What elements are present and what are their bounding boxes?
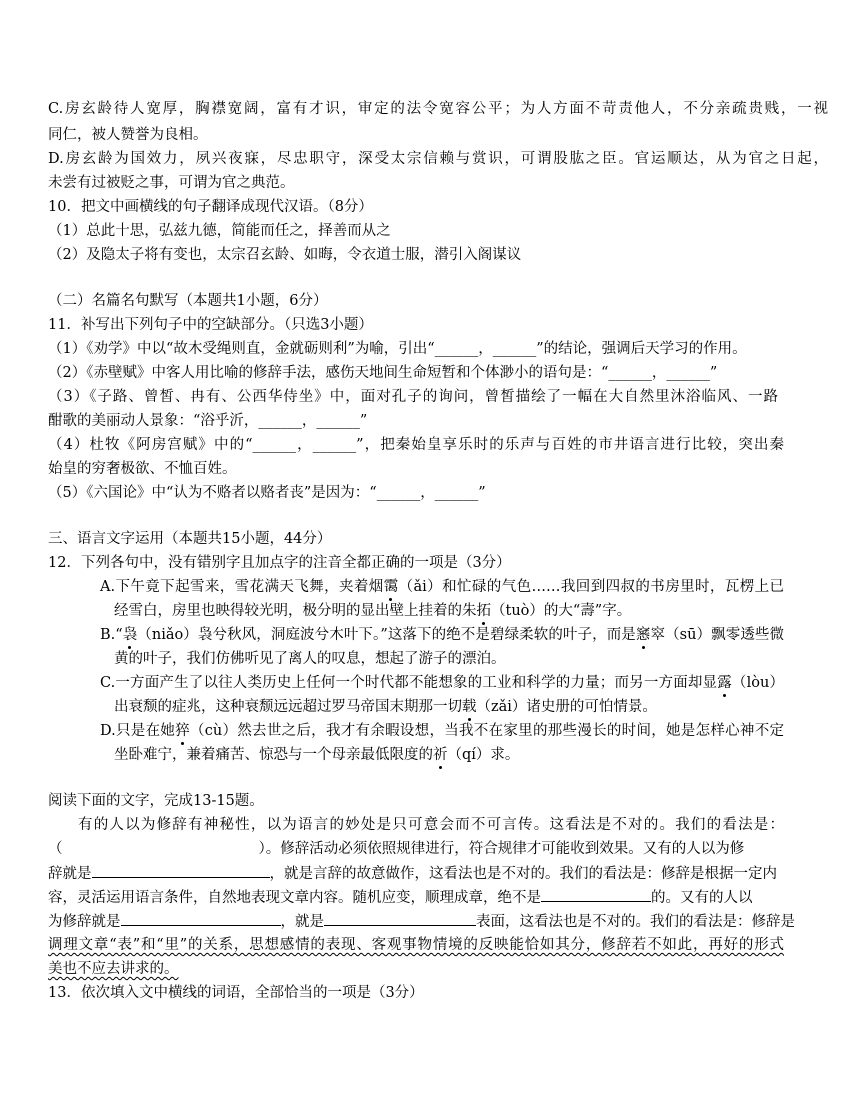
q12-option-c-line2: 出衰颓的症兆，这种衰颓远远超过罗马帝国末期那一切载（zǎi）诸史册的可怕情景。 [114, 699, 657, 715]
part3-heading: 三、语言文字运用（本题共15小题，44分） [48, 531, 332, 547]
part2-heading: （二）名篇名句默写（本题共1小题，6分） [48, 293, 328, 309]
reading-line-6-wavy: 调理文章“表”和“里”的关系，思想感情的表现、客观事物情境的反映能恰如其分，修辞若不如此，再好的形式 [48, 937, 784, 953]
q11-item-3-line1: （3）《子路、曾皙、冉有、公西华侍坐》中，面对孔子的询问，曾皙描绘了一幅在大自然里沐浴临风、一路 [48, 389, 778, 405]
dotted-char: 拓 [476, 603, 491, 619]
q12-option-d-line1: D.只是在她猝（cù）然去世之后，我才有余暇设想，当我不在家里的那些漫长的时间，她是怎样心神不定 [100, 723, 785, 739]
reading-line-3: 辞就是 ，就是言辞的故意做作，这看法也是不对的。我们的看法是：修辞是根据一定内 [48, 866, 777, 882]
reading-intro: 阅读下面的文字，完成13-15题。 [48, 793, 264, 809]
q12-option-a-line2: 经雪白，房里也映得较光明，极分明的显出壁上挂着的朱拓（tuò）的大“壽”字。 [114, 603, 632, 619]
q12-option-b-line2: 黄的叶子，我们仿佛听见了离人的叹息，想起了游子的漂泊。 [114, 651, 506, 667]
option-c-line2: 同仁，被人赞誉为良相。 [48, 127, 208, 143]
dotted-char: 窸 [635, 627, 651, 643]
reading-line-7-wavy: 美也不应去讲求的。 [48, 961, 179, 977]
reading-line-4: 容，灵活运用语言条件，自然地表现文章内容。随机应变，顺理成章，绝不是 的。又有的人以 [48, 890, 753, 906]
dotted-char: 祈 [433, 747, 448, 763]
reading-line-5: 为修辞就是 ，就是 表面，这看法也是不对的。我们的看法是：修辞是 [48, 914, 795, 930]
q10-sentence-1: （1）总此十思，弘兹九德，简能而任之，择善而从之 [48, 223, 391, 239]
q11-stem: 11．补写出下列句子中的空缺部分。（只选3小题） [48, 317, 373, 333]
q12-stem: 12．下列各句中，没有错别字且加点字的注音全都正确的一项是（3分） [48, 555, 511, 571]
option-c-line1: C.房玄龄待人宽厚，胸襟宽阔，富有才识，审定的法令宽容公平；为人方面不苛责他人，不分亲疏贵贱，一视 [48, 101, 828, 117]
option-d-line2: 未尝有过被贬之事，可谓为官之典范。 [48, 175, 295, 191]
q11-item-5: （5）《六国论》中“认为不赂者以赂者丧”是因为：“______，______” [48, 485, 486, 501]
reading-line-2: （ ）。修辞活动必须依照规律进行，符合规律才可能收到效果。又有的人以为修 [48, 841, 745, 857]
blank-1[interactable] [92, 864, 270, 878]
q11-item-2: （2）《赤壁赋》中客人用比喻的修辞手法，感伤天地间生命短暂和个体渺小的语句是：“______，______” [48, 365, 718, 381]
dotted-char: 载 [462, 699, 477, 715]
q11-item-4-line1: （4）杜牧《阿房宫赋》中的“______，______”，把秦始皇享乐时的乐声与百姓的市井语言进行比较，突出秦 [48, 437, 784, 453]
q10-stem: 10．把文中画横线的句子翻译成现代汉语。（8分） [48, 199, 373, 215]
dotted-char: 猝 [175, 723, 190, 739]
reading-line-1: 有的人以为修辞有神秘性，以为语言的妙处是只可意会而不可言传。这看法是不对的。我们的看法是： [78, 817, 784, 833]
option-d-line1: D.房玄龄为国效力，夙兴夜寐，尽忠职守，深受太宗信赖与赏识，可谓股肱之臣。官运顺达，从为官之日起， [48, 151, 828, 167]
dotted-char: 袅 [122, 627, 138, 643]
q11-item-1: （1）《劝学》中以“故木受绳则直，金就砺则利”为喻，引出“______，______”的结论，强调后天学习的作用。 [48, 341, 747, 357]
q10-sentence-2: （2）及隐太子将有变也，太宗召玄龄、如晦，令衣道士服，潜引入阁谋议 [48, 247, 522, 263]
q12-option-d-line2: 坐卧难宁，兼着痛苦、惊恐与一个母亲最低限度的祈（qí）求。 [114, 747, 520, 763]
q11-item-4-line2: 始皇的穷奢极欲、不恤百姓。 [48, 461, 237, 477]
dotted-char: 霭 [383, 579, 399, 595]
q12-option-a-line1: A.下午竟下起雪来，雪花满天飞舞，夹着烟霭（ǎi）和忙碌的气色……我回到四叔的书房里时，瓦楞上已 [100, 579, 784, 595]
q13-stem: 13．依次填入文中横线的词语，全部恰当的一项是（3分） [48, 985, 424, 1001]
blank-4[interactable] [324, 912, 476, 926]
blank-2[interactable] [541, 888, 651, 902]
blank-3[interactable] [121, 912, 281, 926]
dotted-char: 露 [717, 675, 732, 691]
q11-item-3-line2: 酣歌的美丽动人景象：“浴乎沂，______，______” [48, 413, 368, 429]
q12-option-b-line1: B.“袅（niǎo）袅兮秋风，洞庭波兮木叶下。”这落下的绝不是碧绿柔软的叶子，而是窸窣（sū）飘零透些微 [100, 627, 785, 643]
q12-option-c-line1: C.一方面产生了以往人类历史上任何一个时代都不能想象的工业和科学的力量；而另一方面却显露（lòu） [100, 675, 784, 691]
